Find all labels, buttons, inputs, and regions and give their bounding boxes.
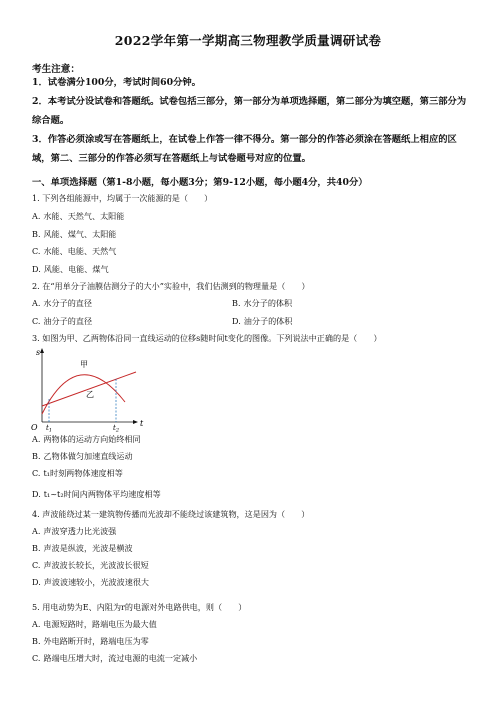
displacement-time-graph: [28, 346, 146, 434]
question-2-stem: 2. 在“用单分子油膜估测分子的大小”实验中，我们估测到的物理量是（ ）: [32, 281, 310, 291]
question-4-option-c[interactable]: [32, 560, 149, 571]
option-text: 路端电压增大时，流过电源的电流一定减小: [43, 653, 198, 663]
option-label: C.: [32, 246, 41, 256]
question-3-option-b[interactable]: [32, 451, 133, 462]
question-4-option-b[interactable]: [32, 543, 133, 554]
section-heading: 一、单项选择题（第1-8小题，每小题3分；第9-12小题，每小题4分，共40分）: [32, 177, 368, 188]
question-4-option-a[interactable]: [32, 526, 116, 537]
option-label: B.: [232, 298, 241, 308]
t2-label: $t_2$: [113, 424, 120, 434]
question-4-option-d[interactable]: [32, 577, 149, 588]
question-5-option-b[interactable]: [32, 636, 149, 647]
question-3-option-a[interactable]: [32, 434, 141, 445]
option-label: A.: [32, 298, 41, 308]
option-label: A.: [32, 434, 41, 444]
question-4-stem: 4. 声波能绕过某一建筑物传播而光波却不能绕过该建筑物，这是因为（ ）: [32, 509, 310, 519]
question-1-option-d[interactable]: [32, 264, 109, 275]
option-text: t₁~t₂时间内两物体平均速度相等: [43, 489, 161, 499]
option-label: A.: [32, 619, 41, 629]
t-axis-arrow: [133, 420, 138, 424]
option-text: 油分子的体积: [243, 316, 293, 326]
origin-label: O: [31, 423, 38, 432]
option-label: B.: [32, 229, 41, 239]
page-title: 2022学年第一学期高三物理教学质量调研试卷: [114, 33, 382, 48]
line-yi-label: 乙: [86, 390, 94, 399]
option-label: C.: [32, 468, 41, 478]
notice-item-3: 3．作答必须涂或写在答题纸上，在试卷上作答一律不得分。第一部分的作答必须涂在答题纸上相应的区域，第二、三部分的作答必须写在答题纸上与试卷题号对应的位置。: [32, 134, 457, 164]
notice-item-1: 1．试卷满分100分，考试时间60分钟。: [32, 77, 201, 88]
curve-jia-label: 甲: [80, 360, 88, 369]
option-text: 声波波长较长，光波波长很短: [43, 560, 149, 570]
option-label: C.: [32, 653, 41, 663]
question-2-option-d[interactable]: [232, 316, 292, 327]
s-axis-label: s: [36, 348, 41, 357]
option-text: 水能、电能、天然气: [43, 246, 117, 256]
notice-item-2: 2．本考试分设试卷和答题纸。试卷包括三部分，第一部分为单项选择题，第二部分为填空题，第三部分为综合题。: [32, 96, 467, 126]
option-text: 水分子的直径: [43, 298, 92, 308]
option-label: B.: [32, 451, 41, 461]
option-label: A.: [32, 211, 41, 221]
question-2-option-c[interactable]: [32, 316, 92, 327]
option-text: 乙物体做匀加速直线运动: [43, 451, 133, 461]
notice-heading: 考生注意：: [32, 64, 80, 75]
question-5-option-c[interactable]: [32, 653, 197, 664]
option-text: 水能、天然气、太阳能: [43, 211, 125, 221]
option-text: 水分子的体积: [243, 298, 293, 308]
option-text: t₁时刻两物体速度相等: [43, 468, 123, 478]
option-label: B.: [32, 636, 41, 646]
option-text: 电源短路时，路端电压为最大值: [43, 619, 157, 629]
question-2-option-a[interactable]: [32, 298, 92, 309]
question-3-stem: 3. 如图为甲、乙两物体沿同一直线运动的位移s随时间t变化的图像。下列说法中正确的是（ ）: [32, 333, 382, 343]
option-label: B.: [32, 543, 41, 553]
option-text: 油分子的直径: [43, 316, 93, 326]
option-text: 风能、电能、煤气: [43, 264, 109, 274]
t1-label: $t_1$: [46, 424, 53, 434]
option-text: 风能、煤气、太阳能: [43, 229, 117, 239]
question-2-option-b[interactable]: [232, 298, 292, 309]
option-text: 声波是纵波，光波是横波: [43, 543, 133, 553]
option-text: 外电路断开时，路端电压为零: [43, 636, 149, 646]
option-label: C.: [32, 316, 41, 326]
option-text: 两物体的运动方向始终相同: [43, 434, 141, 444]
question-1-option-c[interactable]: [32, 246, 116, 257]
question-5-stem: 5. 用电动势为E、内阻为r的电源对外电路供电，则（ ）: [32, 602, 247, 612]
s-axis-arrow: [40, 348, 44, 353]
option-label: D.: [32, 577, 41, 587]
question-5-option-a[interactable]: [32, 619, 157, 630]
t-axis-label: t: [140, 419, 144, 428]
question-1-option-b[interactable]: [32, 229, 116, 240]
option-text: 声波穿透力比光波强: [43, 526, 117, 536]
question-1-option-a[interactable]: [32, 211, 124, 222]
question-3-option-d[interactable]: [32, 489, 161, 500]
option-label: D.: [32, 264, 41, 274]
option-label: D.: [232, 316, 241, 326]
option-label: D.: [32, 489, 41, 499]
question-1-stem: 1. 下列各组能源中，均属于一次能源的是（ ）: [32, 193, 213, 203]
option-label: C.: [32, 560, 41, 570]
option-text: 声波波速较小，光波波速很大: [43, 577, 150, 587]
option-label: A.: [32, 526, 41, 536]
question-3-option-c[interactable]: [32, 468, 123, 479]
line-yi: [42, 372, 136, 406]
